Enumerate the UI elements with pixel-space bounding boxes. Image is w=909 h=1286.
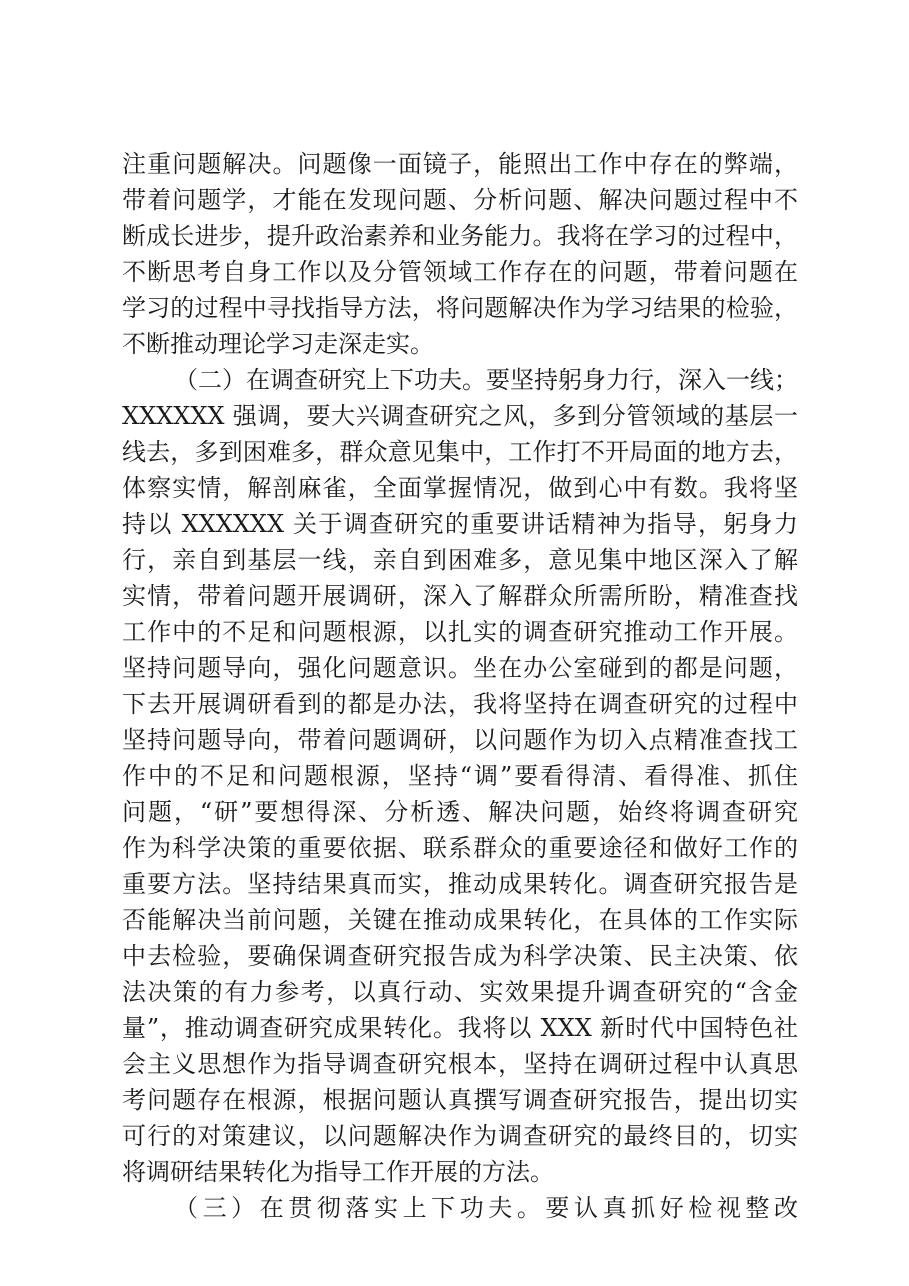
text-line: 坚持问题导向，带着问题调研，以问题作为切入点精准查找工	[122, 726, 798, 754]
text-line: 不断思考自身工作以及分管领域工作存在的问题，带着问题在	[122, 258, 798, 286]
text-line: 带着问题学，才能在发现问题、分析问题、解决问题过程中不	[122, 186, 798, 214]
text-line: 注重问题解决。问题像一面镜子，能照出工作中存在的弊端，	[122, 150, 798, 178]
text-line: 否能解决当前问题，关键在推动成果转化，在具体的工作实际	[122, 906, 798, 934]
text-line: 实情，带着问题开展调研，深入了解群众所需所盼，精准查找	[122, 582, 798, 610]
text-line: 会主义思想作为指导调查研究根本，坚持在调研过程中认真思	[122, 1050, 798, 1078]
text-line: 中去检验，要确保调查研究报告成为科学决策、民主决策、依	[122, 942, 798, 970]
text-line: 法决策的有力参考，以真行动、实效果提升调查研究的“含金	[122, 978, 798, 1006]
text-line: 作为科学决策的重要依据、联系群众的重要途径和做好工作的	[122, 834, 798, 862]
section-heading-line: （三）在贯彻落实上下功夫。要认真抓好检视整改	[174, 1194, 798, 1222]
text-line: XXXXXX 强调，要大兴调查研究之风，多到分管领域的基层一	[122, 402, 798, 430]
text-line: 可行的对策建议，以问题解决作为调查研究的最终目的，切实	[122, 1122, 798, 1150]
text-line: 学习的过程中寻找指导方法，将问题解决作为学习结果的检验，	[122, 294, 798, 322]
text-line: 重要方法。坚持结果真而实，推动成果转化。调查研究报告是	[122, 870, 798, 898]
text-line: 考问题存在根源，根据问题认真撰写调查研究报告，提出切实	[122, 1086, 798, 1114]
text-line: 将调研结果转化为指导工作开展的方法。	[122, 1158, 554, 1186]
text-line: 下去开展调研看到的都是办法，我将坚持在调查研究的过程中	[122, 690, 798, 718]
text-line: 作中的不足和问题根源，坚持“调”要看得清、看得准、抓住	[122, 762, 798, 790]
text-line: 不断推动理论学习走深走实。	[122, 330, 434, 358]
text-line: 线去，多到困难多，群众意见集中，工作打不开局面的地方去，	[122, 438, 798, 466]
text-line: 断成长进步，提升政治素养和业务能力。我将在学习的过程中，	[122, 222, 798, 250]
text-line: 量”，推动调查研究成果转化。我将以 XXX 新时代中国特色社	[122, 1014, 798, 1042]
text-line: 问题，“研”要想得深、分析透、解决问题，始终将调查研究	[122, 798, 798, 826]
text-line: 体察实情，解剖麻雀，全面掌握情况，做到心中有数。我将坚	[122, 474, 798, 502]
text-line: 坚持问题导向，强化问题意识。坐在办公室碰到的都是问题，	[122, 654, 798, 682]
text-line: 工作中的不足和问题根源，以扎实的调查研究推动工作开展。	[122, 618, 798, 646]
text-line: 持以 XXXXXX 关于调查研究的重要讲话精神为指导，躬身力	[122, 510, 798, 538]
section-heading-line: （二）在调查研究上下功夫。要坚持躬身力行，深入一线；	[174, 366, 798, 394]
text-line: 行，亲自到基层一线，亲自到困难多，意见集中地区深入了解	[122, 546, 798, 574]
